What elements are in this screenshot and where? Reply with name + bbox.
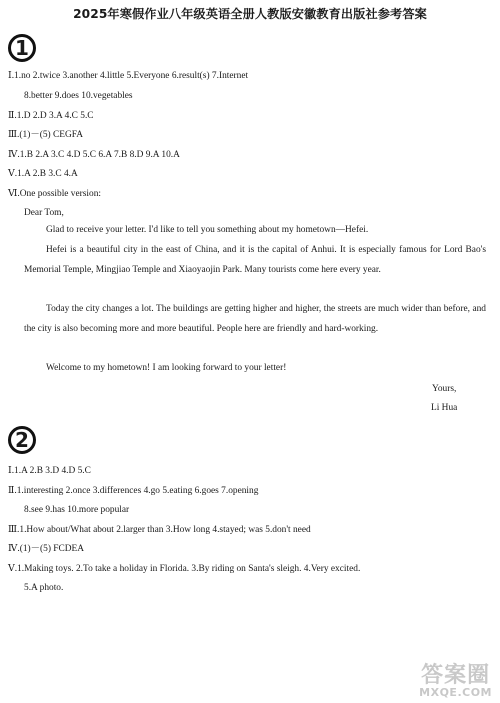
s2-answer-line: Ⅴ.1.Making toys. 2.To take a holiday in Florida. 3.By riding on Santa's sleigh. 4.Very excited. — [8, 564, 361, 574]
s1-answer-line: Ⅲ.(1)－(5) CEGFA — [8, 130, 84, 140]
section-2-badge — [8, 426, 36, 454]
letter-paragraph: Welcome to my hometown! I am looking forward to your letter! — [46, 363, 287, 373]
s1-answer-line: Ⅰ.1.no 2.twice 3.another 4.little 5.Everyone 6.result(s) 7.Internet — [8, 71, 249, 81]
s2-answer-line: Ⅱ.1.interesting 2.once 3.differences 4.go 5.eating 6.goes 7.opening — [8, 486, 259, 496]
s1-answer-line: Ⅴ.1.A 2.B 3.C 4.A — [8, 169, 78, 179]
s2-answer-line: 8.see 9.has 10.more popular — [24, 505, 130, 515]
watermark-logo — [419, 664, 492, 699]
letter-closing: Yours, — [432, 384, 457, 394]
s1-answer-line: 8.better 9.does 10.vegetables — [24, 91, 133, 101]
letter-paragraph: Hefei is a beautiful city in the east of China, and it is the capital of Anhui. It is especially famous for Lord Bao's Memorial Temple, Mingjiao Temple and Xiaoyaojin Park. Many tourists come here every year. — [24, 245, 486, 275]
watermark-text-bottom: MXQE.COM — [419, 686, 492, 700]
section-1-badge — [8, 34, 36, 62]
letter-paragraph: Glad to receive your letter. I'd like to tell you something about my hometown—Hefei. — [46, 225, 369, 235]
s1-answer-line: Ⅱ.1.D 2.D 3.A 4.C 5.C — [8, 111, 94, 121]
s2-answer-line: Ⅳ.(1)－(5) FCDEA — [8, 544, 85, 554]
s1-answer-line: Ⅵ.One possible version: — [8, 189, 102, 199]
s1-answer-line: Ⅳ.1.B 2.A 3.C 4.D 5.C 6.A 7.B 8.D 9.A 10.A — [8, 150, 180, 160]
s2-answer-line: Ⅰ.1.A 2.B 3.D 4.D 5.C — [8, 466, 91, 476]
page-title: 2025年寒假作业八年级英语全册人教版安徽教育出版社参考答案 — [73, 7, 427, 21]
section-1-number: 1 — [15, 36, 29, 60]
watermark-text-top: 答案圈 — [421, 663, 491, 689]
letter-paragraph: Today the city changes a lot. The buildings are getting higher and higher, the streets are much wider than before, and the city is also becoming more and more beautiful. People here are friendly and hard-working. — [24, 304, 486, 334]
section-2-number: 2 — [15, 428, 29, 452]
letter-salutation: Dear Tom, — [24, 208, 64, 218]
letter-signature: Li Hua — [431, 403, 458, 413]
s2-answer-line: 5.A photo. — [24, 583, 64, 593]
s2-answer-line: Ⅲ.1.How about/What about 2.larger than 3.How long 4.stayed; was 5.don't need — [8, 525, 311, 535]
